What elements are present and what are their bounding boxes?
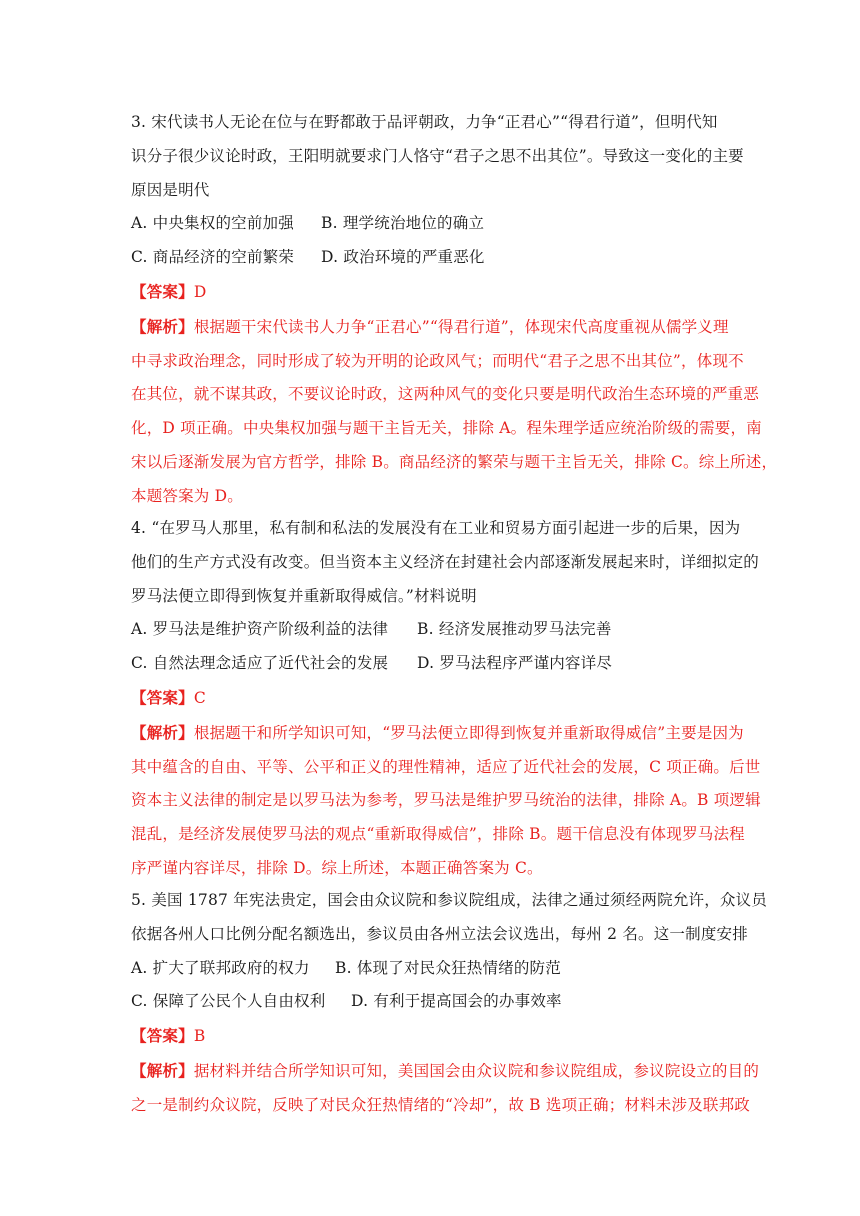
question-3-options-row-1 [131,207,733,241]
question-4-analysis-line: 序严谨内容详尽，排除 D。综上所述，本题正确答案为 C。 [131,858,543,877]
question-5-analysis-line [131,1054,760,1089]
question-5-option-d: D. 有利于提高国会的办事效率 [351,992,562,1011]
question-4-stem-line: 罗马法便立即得到恢复并重新取得威信。”材料说明 [131,586,477,605]
analysis-tag: 【解析】 [131,1060,194,1080]
analysis-tag: 【解析】 [131,722,194,742]
question-3-analysis-line: 在其位，就不谋其政，不要议论时政，这两种风气的变化只要是明代政治生态环境的严重恶 [131,385,760,404]
question-3 [131,106,778,514]
question-4-stem-line: 4. “在罗马人那里，私有制和私法的发展没有在工业和贸易方面引起进一步的后果，因为 [131,519,741,537]
answer-value: D [193,282,207,301]
answer-tag: 【答案】 [131,687,194,707]
question-4-options-row-2 [131,647,733,681]
question-4-analysis-line: 其中蕴含的自由、平等、公平和正义的理性精神，适应了近代社会的发展，C 项正确。后世 [131,757,761,776]
question-5-option-a: A. 扩大了联邦政府的权力 [131,958,310,977]
question-4-option-c: C. 自然法理念适应了近代社会的发展 [131,654,389,673]
analysis-text: 根据题干宋代读书人力争“正君心”“得君行道”，体现宋代高度重视从儒学义理 [193,317,729,336]
question-4-option-a: A. 罗马法是维护资产阶级利益的法律 [131,620,389,639]
question-5-answer [131,1019,733,1054]
question-4-analysis-line [131,716,744,751]
question-3-stem-line: 识分子很少议论时政，王阳明就要求门人恪守“君子之思不出其位”。导致这一变化的主要 [131,146,744,165]
question-4-answer [131,681,733,716]
answer-tag: 【答案】 [131,281,194,301]
question-4-option-d: D. 罗马法程序严谨内容详尽 [417,654,613,673]
question-5-stem-line: 5. 美国 1787 年宪法贵定，国会由众议院和参议院组成，法律之通过须经两院允许，众议员 [131,891,768,909]
question-3-answer [131,275,733,310]
question-3-option-a: A. 中央集权的空前加强 [131,214,294,233]
question-4 [131,512,761,886]
question-4-analysis-line: 混乱，是经济发展使罗马法的观点“重新取得威信”，排除 B。题干信息没有体现罗马法程 [131,825,745,844]
analysis-text: 根据题干和所学知识可知，“罗马法便立即得到恢复并重新取得威信”主要是因为 [193,723,744,742]
question-3-options-row-2 [131,241,733,275]
question-3-stem-line: 3. 宋代读书人无论在位与在野都敢于品评朝政，力争“正君心”“得君行道”，但明代知 [131,113,718,131]
question-3-analysis-line [131,310,733,345]
question-3-analysis-line: 宋以后逐渐发展为官方哲学，排除 B。商品经济的繁荣与题干主旨无关，排除 C。综上所述， [131,452,778,471]
question-5-analysis-line: 之一是制约众议院，反映了对民众狂热情绪的“冷却”，故 B 选项正确；材料未涉及联邦政 [131,1095,750,1114]
answer-value: B [193,1027,206,1046]
question-4-option-b: B. 经济发展推动罗马法完善 [417,620,612,639]
question-3-stem-line: 原因是明代 [131,180,210,199]
question-5 [131,884,768,1123]
question-3-analysis-line: 化，D 项正确。中央集权加强与题干主旨无关，排除 A。程朱理学适应统治阶级的需要，南 [131,419,762,438]
question-3-option-c: C. 商品经济的空前繁荣 [131,248,295,267]
question-3-analysis-line: 中寻求政治理念，同时形成了较为开明的论政风气；而明代“君子之思不出其位”，体现不 [131,351,744,370]
question-4-options-row-1 [131,613,733,647]
question-3-option-b: B. 理学统治地位的确立 [321,214,485,233]
analysis-text: 据材料并结合所学知识可知，美国国会由众议院和参议院组成，参议院设立的目的 [193,1061,760,1080]
analysis-tag: 【解析】 [131,316,194,336]
question-3-analysis-line: 本题答案为 D。 [131,486,243,505]
question-5-option-b: B. 体现了对民众狂热情绪的防范 [335,958,561,977]
question-4-analysis-line: 资本主义法律的制定是以罗马法为参考，罗马法是维护罗马统治的法律，排除 A。B 项逻辑 [131,791,761,810]
question-3-option-d: D. 政治环境的严重恶化 [321,248,485,267]
question-5-option-c: C. 保障了公民个人自由权利 [131,992,326,1011]
answer-value: C [193,688,206,707]
question-4-stem-line: 他们的生产方式没有改变。但当资本主义经济在封建社会内部逐渐发展起来时，详细拟定的 [131,552,760,571]
question-5-options-row-2 [131,985,733,1019]
answer-tag: 【答案】 [131,1026,194,1046]
question-5-options-row-1 [131,952,733,986]
question-5-stem-line: 依据各州人口比例分配名额选出，参议员由各州立法会议选出，每州 2 名。这一制度安排 [131,924,748,943]
